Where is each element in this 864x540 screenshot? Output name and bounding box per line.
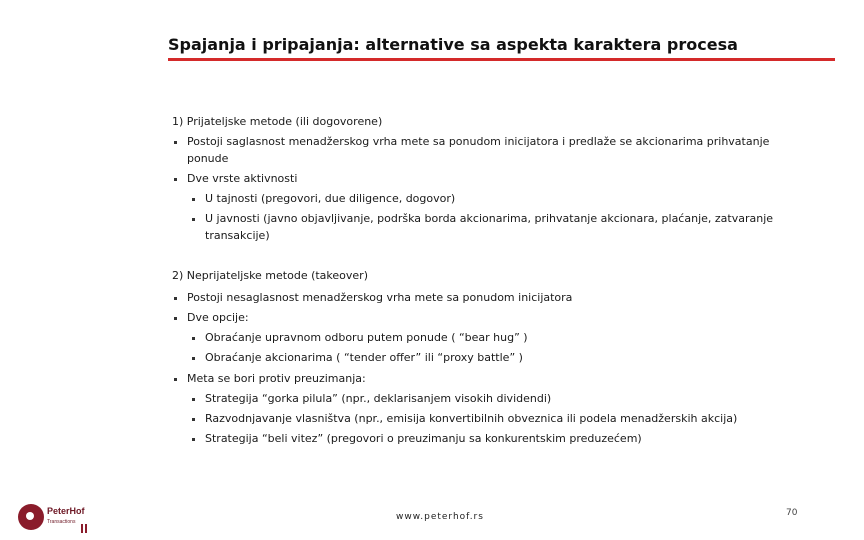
footer-website: www.peterhof.rs (396, 512, 484, 522)
page-number: 70 (786, 508, 798, 518)
list-item-text: Postoji nesaglasnost menadžerskog vrha mete sa ponudom inicijatora (187, 291, 573, 304)
bullet-icon (174, 178, 177, 181)
list-item-text: Obraćanje akcionarima ( “tender offer” ili “proxy battle” ) (205, 351, 523, 364)
logo-name: PeterHof (47, 506, 85, 516)
sub-list-item (172, 189, 455, 209)
bullet-icon (192, 418, 195, 421)
list-item (172, 369, 366, 389)
sub-list-item (172, 328, 528, 348)
bullet-icon (192, 438, 195, 441)
list-item-text: Obraćanje upravnom odboru putem ponude ( “bear hug” ) (205, 331, 528, 344)
sub-list-item (172, 348, 523, 368)
bullet-icon (174, 141, 177, 144)
list-item-text: U tajnosti (pregovori, due diligence, dogovor) (205, 192, 456, 205)
sub-list-item-continuation (172, 226, 270, 246)
list-item (172, 288, 572, 308)
title-underline (168, 58, 835, 61)
logo-subtitle: Transactions (47, 519, 76, 525)
list-item (172, 308, 249, 328)
logo-bars-icon (81, 518, 89, 537)
list-item-text: Dve opcije: (187, 311, 249, 324)
list-item-text: Meta se bori protiv preuzimanja: (187, 372, 366, 385)
sub-list-item (172, 389, 551, 409)
sub-list-item (172, 429, 642, 449)
list-item-text: Razvodnjavanje vlasništva (npr., emisija konvertibilnih obveznica ili podela menadžerskih akcija) (205, 412, 738, 425)
list-item-text: ponude (187, 152, 229, 165)
list-item (172, 169, 297, 189)
sub-list-item (172, 409, 737, 429)
bullet-icon (192, 218, 195, 221)
list-item-text: Postoji saglasnost menadžerskog vrha mete sa ponudom inicijatora i predlaže se akcionarima prihvatanje (187, 135, 770, 148)
slide-title: Spajanja i pripajanja: alternative sa aspekta karaktera procesa (168, 35, 738, 54)
list-item-text: Strategija “gorka pilula” (npr., deklarisanjem visokih dividendi) (205, 392, 552, 405)
list-item (172, 132, 769, 152)
bullet-icon (174, 317, 177, 320)
list-item-text: transakcije) (205, 229, 270, 242)
list-item-text: U javnosti (javno objavljivanje, podrška borda akcionarima, prihvatanje akcionara, plaćanje, zatvaranje (205, 212, 774, 225)
logo-circle-icon (18, 504, 44, 530)
bullet-icon (192, 357, 195, 360)
section-heading-friendly: 1) Prijateljske metode (ili dogovorene) (172, 115, 383, 128)
list-item-text: Dve vrste aktivnosti (187, 172, 298, 185)
section-heading-hostile: 2) Neprijateljske metode (takeover) (172, 269, 368, 282)
bullet-icon (192, 398, 195, 401)
bullet-icon (192, 337, 195, 340)
bullet-icon (174, 297, 177, 300)
bullet-icon (174, 378, 177, 381)
bullet-icon (192, 198, 195, 201)
list-item-text: Strategija “beli vitez” (pregovori o preuzimanju sa konkurentskim preduzećem) (205, 432, 642, 445)
list-item-continuation (172, 149, 228, 169)
peterhof-logo (18, 504, 98, 530)
